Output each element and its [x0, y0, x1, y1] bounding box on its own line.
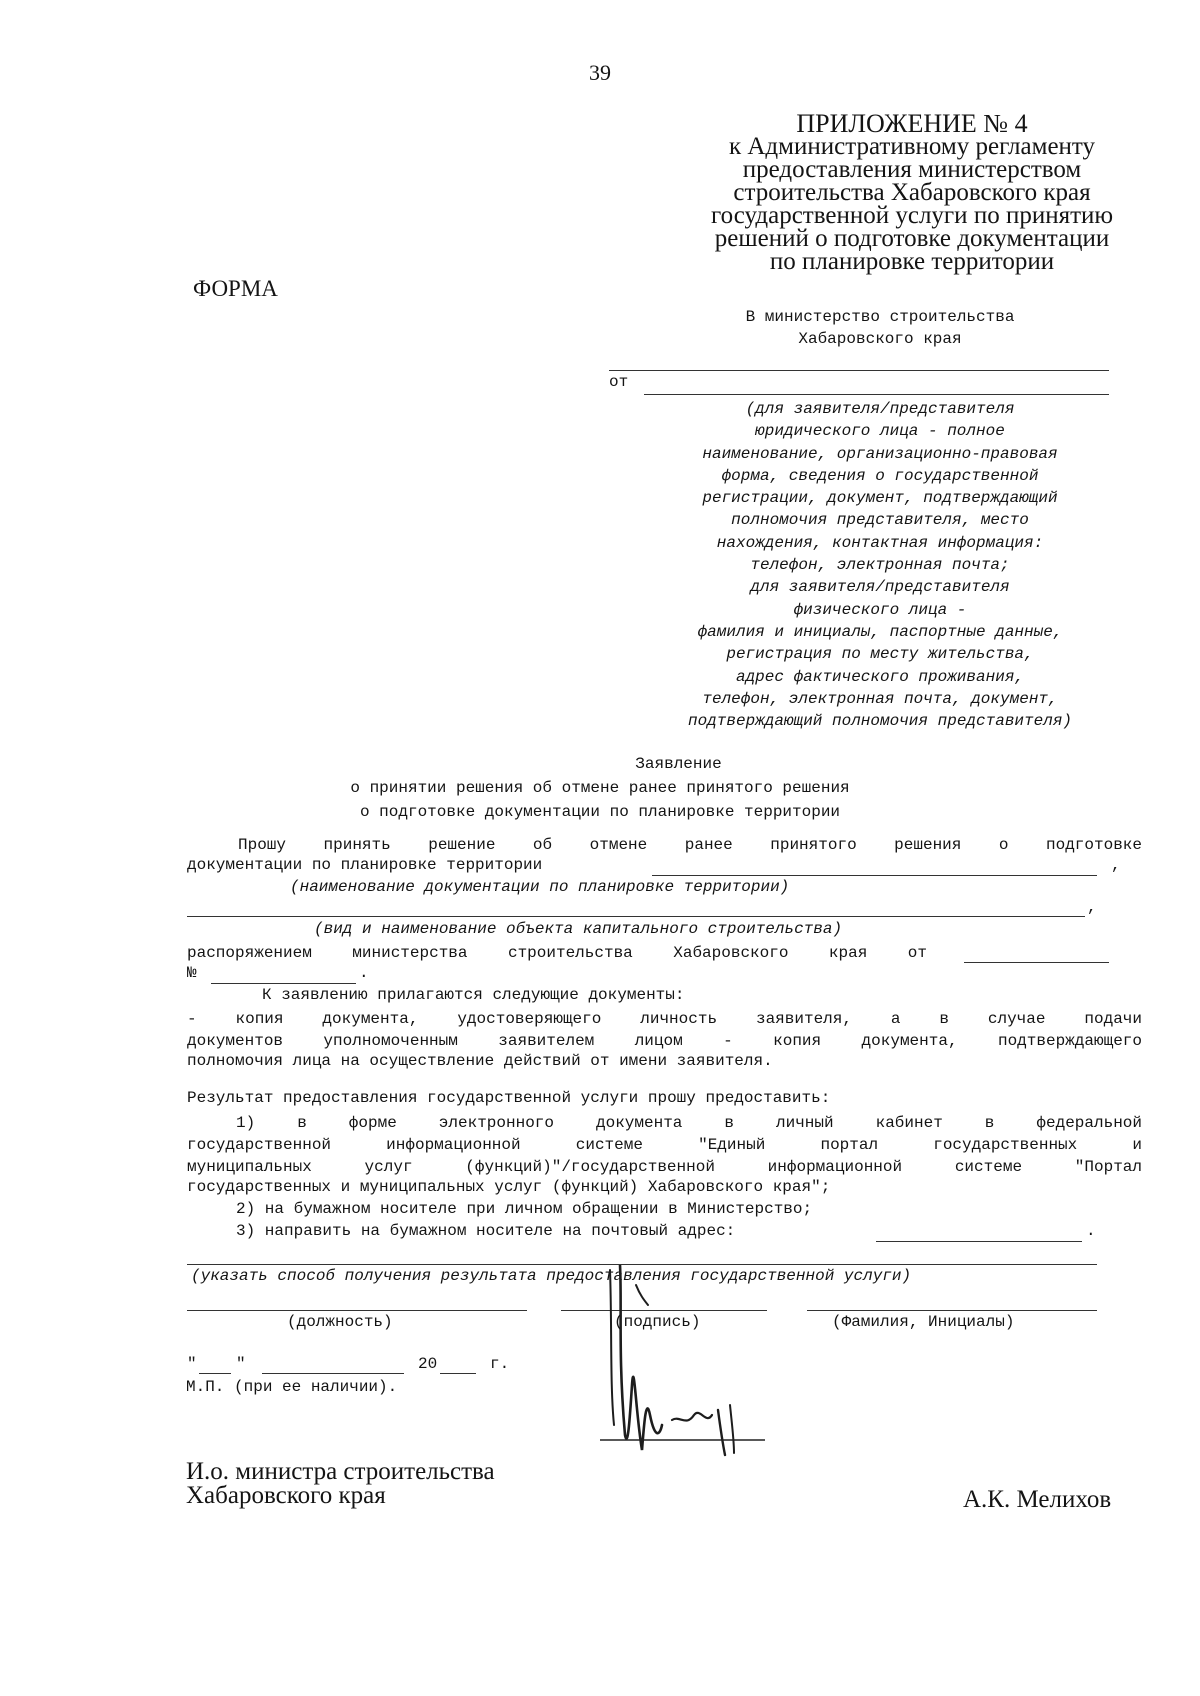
punctuation: ,: [1111, 856, 1121, 874]
hint-line: нахождения, контактная информация:: [716, 533, 1044, 552]
applicant-hint: [640, 398, 1120, 732]
result-option-3: 3) направить на бумажном носителе на почтовый адрес:: [236, 1222, 736, 1240]
addressee-line: В министерство строительства: [745, 308, 1015, 326]
result-option-1: 1) в форме электронного документа в личный кабинет в федеральной: [236, 1114, 1142, 1132]
postal-address-field-line: [876, 1241, 1082, 1242]
signer-title-line: И.о. министра строительства: [186, 1458, 495, 1485]
applicant-field-line: [609, 370, 1109, 371]
punctuation: ,: [1087, 898, 1097, 916]
seal-note: М.П. (при ее наличии).: [186, 1378, 398, 1396]
attachment-text: - копия документа, удостоверяющего личность заявителя, а в случае подачи: [187, 1010, 1142, 1028]
appendix-header: [672, 109, 1152, 275]
statement-subtitle: о принятии решения об отмене ранее принятого решения: [350, 779, 850, 797]
request-text: документации по планировке территории: [187, 856, 543, 874]
appendix-line: государственной услуги по принятию: [710, 202, 1114, 229]
order-text: распоряжением министерства строительства Хабаровского края от: [187, 944, 927, 962]
hint-line: регистрация по месту жительства,: [726, 645, 1034, 664]
result-option-1: муниципальных услуг (функций)"/государственной информационной системе "Портал: [187, 1158, 1142, 1176]
appendix-line: к Административному регламенту: [728, 133, 1096, 160]
page-number: 39: [589, 60, 611, 85]
year-prefix: 20: [418, 1355, 438, 1373]
signature-caption: (подпись): [614, 1313, 701, 1331]
punctuation: .: [1086, 1222, 1096, 1240]
appendix-line: решений о подготовке документации: [714, 225, 1110, 252]
hint-line: адрес фактического проживания,: [735, 667, 1025, 686]
hint-line: форма, сведения о государственной: [721, 466, 1039, 485]
name-caption: (Фамилия, Инициалы): [832, 1313, 1015, 1331]
date-quote: ": [187, 1355, 197, 1373]
signer-title-line: Хабаровского края: [186, 1482, 386, 1509]
attachments-intro: К заявлению прилагаются следующие документы:: [262, 986, 685, 1004]
request-text: Прошу принять решение об отмене ранее принятого решения о подготовке: [238, 836, 1142, 854]
hint-line: наименование, организационно-правовая: [702, 444, 1058, 463]
signer-name: А.К. Мелихов: [963, 1486, 1112, 1513]
handwritten-signature: [600, 1265, 770, 1460]
year-field-line: [440, 1373, 476, 1374]
method-hint: (указать способ получения результата предоставления государственной услуги): [191, 1267, 912, 1285]
order-number-field-line: [211, 983, 356, 984]
doc-name-hint: (наименование документации по планировке территории): [290, 878, 790, 896]
attachment-text: документов уполномоченным заявителем лицом - копия документа, подтверждающего: [187, 1032, 1142, 1050]
hint-line: телефон, электронная почта, документ,: [702, 689, 1058, 708]
object-hint: (вид и наименование объекта капитального строительства): [314, 920, 843, 938]
appendix-line: по планировке территории: [769, 248, 1055, 275]
number-label: №: [187, 964, 197, 982]
result-option-1: государственной информационной системе "Единый портал государственных и: [187, 1136, 1142, 1154]
appendix-line: предоставления министерством: [742, 156, 1082, 183]
hint-line: для заявителя/представителя: [750, 578, 1010, 597]
hint-line: подтверждающий полномочия представителя): [687, 712, 1073, 731]
attachment-text: полномочия лица на осуществление действий от имени заявителя.: [187, 1052, 773, 1070]
day-field-line: [199, 1373, 231, 1374]
statement-subtitle: о подготовке документации по планировке территории: [359, 803, 841, 821]
position-caption: (должность): [287, 1313, 393, 1331]
statement-title: [0, 752, 1200, 824]
applicant-field-line: [644, 394, 1109, 395]
position-field-line: [187, 1310, 527, 1311]
hint-line: (для заявителя/представителя: [745, 400, 1015, 418]
appendix-line: строительства Хабаровского края: [733, 179, 1091, 206]
punctuation: .: [359, 964, 369, 982]
addressee: [650, 306, 1110, 350]
hint-line: регистрации, документ, подтверждающий: [702, 489, 1058, 508]
object-field-line: [187, 916, 1085, 917]
date-quote: ": [236, 1355, 246, 1373]
result-intro: Результат предоставления государственной услуги прошу предоставить:: [187, 1089, 831, 1107]
signer-title: [186, 1460, 495, 1508]
result-option-2: 2) на бумажном носителе при личном обращении в Министерство;: [236, 1200, 813, 1218]
year-suffix: г.: [490, 1355, 510, 1373]
doc-name-field-line: [652, 875, 1097, 876]
from-label: от: [609, 373, 629, 391]
hint-line: фамилия и инициалы, паспортные данные,: [697, 622, 1063, 641]
result-option-1: государственных и муниципальных услуг (функций) Хабаровского края";: [187, 1178, 831, 1196]
appendix-title: ПРИЛОЖЕНИЕ № 4: [796, 109, 1028, 138]
hint-line: телефон, электронная почта;: [750, 556, 1010, 575]
statement-heading: Заявление: [635, 755, 722, 773]
hint-line: полномочия представителя, место: [731, 511, 1029, 530]
form-label: ФОРМА: [193, 276, 278, 301]
addressee-line: Хабаровского края: [798, 330, 962, 348]
order-date-field-line: [964, 962, 1109, 963]
hint-line: юридического лица - полное: [755, 422, 1005, 441]
name-field-line: [807, 1310, 1097, 1311]
hint-line: физического лица -: [793, 600, 967, 619]
month-field-line: [262, 1373, 404, 1374]
